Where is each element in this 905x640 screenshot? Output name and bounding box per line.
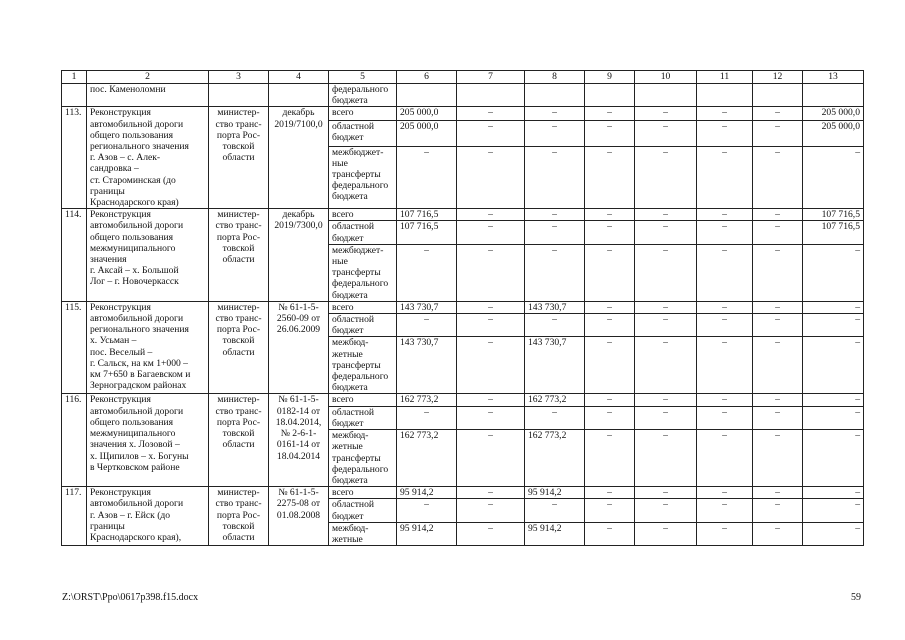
value-col-11: –	[697, 487, 753, 499]
value-col-13: –	[803, 146, 864, 209]
item-name: Реконструкция автомобильной дороги общего пользования межмуниципального значения г. Аксай – х. Большой Лог – г. Новочеркасск	[87, 209, 209, 302]
value-col-9: –	[585, 107, 635, 120]
value-col-11: –	[697, 107, 753, 120]
value-col-6: 205 000,0	[397, 107, 457, 120]
cont-value-cell	[635, 84, 697, 107]
value-col-10: –	[635, 244, 697, 301]
value-col-8: 95 914,2	[525, 487, 585, 499]
value-col-6: –	[397, 146, 457, 209]
column-number-6: 6	[397, 71, 457, 84]
funding-source: областной бюджет	[329, 221, 397, 244]
value-col-8: –	[525, 406, 585, 429]
value-col-6: 162 773,2	[397, 430, 457, 487]
value-col-13: –	[803, 430, 864, 487]
column-number-9: 9	[585, 71, 635, 84]
value-col-11: –	[697, 146, 753, 209]
value-col-8: –	[525, 314, 585, 337]
value-col-13: –	[803, 244, 864, 301]
value-col-11: –	[697, 221, 753, 244]
value-col-9: –	[585, 487, 635, 499]
value-col-11: –	[697, 209, 753, 221]
value-col-12: –	[753, 337, 803, 394]
cont-value-cell	[457, 84, 525, 107]
value-col-6: 162 773,2	[397, 394, 457, 406]
value-col-8: 95 914,2	[525, 522, 585, 545]
value-col-9: –	[585, 430, 635, 487]
value-col-10: –	[635, 337, 697, 394]
value-col-10: –	[635, 406, 697, 429]
value-col-12: –	[753, 406, 803, 429]
cont-num-cell	[62, 84, 87, 107]
column-number-11: 11	[697, 71, 753, 84]
value-col-9: –	[585, 499, 635, 522]
item-name: Реконструкция автомобильной дороги общего пользования межмуниципального значения х. Лозовой – х. Щипилов – х. Богуны в Чертковском районе	[87, 394, 209, 487]
value-col-13: 107 716,5	[803, 221, 864, 244]
value-col-7: –	[457, 487, 525, 499]
value-col-13: –	[803, 301, 864, 313]
value-col-6: 205 000,0	[397, 120, 457, 146]
value-col-8: 143 730,7	[525, 337, 585, 394]
item-deadline: № 61-1-5- 0182-14 от 18.04.2014, № 2-6-1- 0161-14 от 18.04.2014	[269, 394, 329, 487]
value-col-9: –	[585, 244, 635, 301]
value-col-8: 162 773,2	[525, 430, 585, 487]
table-row	[62, 487, 864, 499]
value-col-8: –	[525, 209, 585, 221]
value-col-9: –	[585, 221, 635, 244]
value-col-11: –	[697, 522, 753, 545]
funding-source: межбюджет- ные трансферты федерального бюджета	[329, 244, 397, 301]
value-col-7: –	[457, 301, 525, 313]
value-col-6: 95 914,2	[397, 487, 457, 499]
value-col-9: –	[585, 394, 635, 406]
item-deadline: декабрь 2019/7300,0	[269, 209, 329, 302]
value-col-12: –	[753, 221, 803, 244]
funding-source: областной бюджет	[329, 314, 397, 337]
value-col-9: –	[585, 314, 635, 337]
value-col-13: 205 000,0	[803, 120, 864, 146]
budget-table	[61, 70, 864, 546]
table-row	[62, 107, 864, 120]
cont-term-cell	[269, 84, 329, 107]
value-col-6: 143 730,7	[397, 301, 457, 313]
cont-value-cell	[803, 84, 864, 107]
value-col-12: –	[753, 394, 803, 406]
column-number-2: 2	[87, 71, 209, 84]
value-col-7: –	[457, 522, 525, 545]
column-number-1: 1	[62, 71, 87, 84]
value-col-13: –	[803, 499, 864, 522]
value-col-9: –	[585, 301, 635, 313]
value-col-12: –	[753, 107, 803, 120]
value-col-9: –	[585, 522, 635, 545]
value-col-13: –	[803, 406, 864, 429]
column-number-8: 8	[525, 71, 585, 84]
value-col-10: –	[635, 487, 697, 499]
value-col-11: –	[697, 430, 753, 487]
value-col-13: –	[803, 522, 864, 545]
item-executor: министер- ство транс- порта Рос- товской области	[209, 107, 269, 209]
value-col-10: –	[635, 314, 697, 337]
table-body	[62, 71, 864, 546]
value-col-12: –	[753, 209, 803, 221]
value-col-6: –	[397, 499, 457, 522]
cont-exec-cell	[209, 84, 269, 107]
value-col-7: –	[457, 314, 525, 337]
value-col-7: –	[457, 107, 525, 120]
value-col-11: –	[697, 120, 753, 146]
item-name: Реконструкция автомобильной дороги регионального значения х. Усьман – пос. Веселый – г. Сальск, на км 1+000 – км 7+650 в Багаевском и Зерноградском районах	[87, 301, 209, 394]
table-row	[62, 209, 864, 221]
value-col-7: –	[457, 244, 525, 301]
column-number-7: 7	[457, 71, 525, 84]
value-col-10: –	[635, 209, 697, 221]
column-number-3: 3	[209, 71, 269, 84]
value-col-13: –	[803, 394, 864, 406]
value-col-11: –	[697, 337, 753, 394]
value-col-8: –	[525, 107, 585, 120]
cont-source-cell: федерального бюджета	[329, 84, 397, 107]
funding-source: межбюд- жетные трансферты федерального бюджета	[329, 337, 397, 394]
column-number-5: 5	[329, 71, 397, 84]
item-name: Реконструкция автомобильной дороги г. Азов – г. Ейск (до границы Краснодарского края),	[87, 487, 209, 546]
value-col-7: –	[457, 209, 525, 221]
value-col-10: –	[635, 522, 697, 545]
value-col-11: –	[697, 499, 753, 522]
item-executor: министер- ство транс- порта Рос- товской области	[209, 394, 269, 487]
value-col-6: –	[397, 314, 457, 337]
value-col-11: –	[697, 301, 753, 313]
value-col-11: –	[697, 394, 753, 406]
funding-source: областной бюджет	[329, 499, 397, 522]
funding-source: областной бюджет	[329, 406, 397, 429]
cont-value-cell	[585, 84, 635, 107]
value-col-9: –	[585, 146, 635, 209]
value-col-11: –	[697, 314, 753, 337]
table-row	[62, 301, 864, 313]
value-col-13: –	[803, 487, 864, 499]
value-col-7: –	[457, 120, 525, 146]
value-col-7: –	[457, 337, 525, 394]
value-col-8: –	[525, 244, 585, 301]
cont-name-cell: пос. Каменоломни	[87, 84, 209, 107]
value-col-7: –	[457, 406, 525, 429]
column-number-12: 12	[753, 71, 803, 84]
item-deadline: № 61-1-5- 2560-09 от 26.06.2009	[269, 301, 329, 394]
value-col-6: 107 716,5	[397, 221, 457, 244]
value-col-6: 107 716,5	[397, 209, 457, 221]
column-number-4: 4	[269, 71, 329, 84]
value-col-12: –	[753, 146, 803, 209]
value-col-10: –	[635, 430, 697, 487]
funding-source: областной бюджет	[329, 120, 397, 146]
cont-value-cell	[697, 84, 753, 107]
value-col-10: –	[635, 301, 697, 313]
table-row	[62, 394, 864, 406]
value-col-9: –	[585, 337, 635, 394]
item-number: 115.	[62, 301, 87, 394]
funding-source: всего	[329, 394, 397, 406]
item-deadline: № 61-1-5- 2275-08 от 01.08.2008	[269, 487, 329, 546]
funding-source: всего	[329, 209, 397, 221]
footer-file-path: Z:\ORST\Ppo\0617p398.f15.docx	[62, 592, 199, 603]
column-number-10: 10	[635, 71, 697, 84]
funding-source: межбюджет- ные трансферты федерального бюджета	[329, 146, 397, 209]
footer-page-number: 59	[851, 592, 861, 603]
column-number-13: 13	[803, 71, 864, 84]
value-col-12: –	[753, 120, 803, 146]
value-col-10: –	[635, 394, 697, 406]
value-col-7: –	[457, 430, 525, 487]
funding-source: всего	[329, 301, 397, 313]
value-col-11: –	[697, 244, 753, 301]
value-col-10: –	[635, 221, 697, 244]
value-col-9: –	[585, 209, 635, 221]
item-deadline: декабрь 2019/7100,0	[269, 107, 329, 209]
continuation-row	[62, 84, 864, 107]
funding-source: всего	[329, 107, 397, 120]
cont-value-cell	[525, 84, 585, 107]
column-number-row	[62, 71, 864, 84]
item-executor: министер- ство транс- порта Рос- товской области	[209, 209, 269, 302]
value-col-12: –	[753, 314, 803, 337]
value-col-8: –	[525, 120, 585, 146]
cont-value-cell	[753, 84, 803, 107]
item-executor: министер- ство транс- порта Рос- товской области	[209, 301, 269, 394]
value-col-12: –	[753, 522, 803, 545]
value-col-13: 107 716,5	[803, 209, 864, 221]
item-executor: министер- ство транс- порта Рос- товской области	[209, 487, 269, 546]
item-name: Реконструкция автомобильной дороги общего пользования регионального значения г. Азов – с. Алек- сандровка – ст. Староминская (до границы Краснодарского края)	[87, 107, 209, 209]
funding-source: межбюд- жетные трансферты федерального бюджета	[329, 430, 397, 487]
value-col-7: –	[457, 146, 525, 209]
value-col-12: –	[753, 244, 803, 301]
value-col-10: –	[635, 120, 697, 146]
value-col-12: –	[753, 487, 803, 499]
value-col-8: 143 730,7	[525, 301, 585, 313]
value-col-9: –	[585, 406, 635, 429]
value-col-9: –	[585, 120, 635, 146]
value-col-6: 95 914,2	[397, 522, 457, 545]
item-number: 113.	[62, 107, 87, 209]
value-col-10: –	[635, 499, 697, 522]
value-col-13: –	[803, 314, 864, 337]
value-col-8: –	[525, 221, 585, 244]
item-number: 117.	[62, 487, 87, 546]
value-col-7: –	[457, 221, 525, 244]
value-col-8: 162 773,2	[525, 394, 585, 406]
value-col-12: –	[753, 301, 803, 313]
value-col-8: –	[525, 499, 585, 522]
value-col-7: –	[457, 499, 525, 522]
value-col-7: –	[457, 394, 525, 406]
value-col-13: 205 000,0	[803, 107, 864, 120]
item-number: 116.	[62, 394, 87, 487]
value-col-6: –	[397, 244, 457, 301]
value-col-12: –	[753, 499, 803, 522]
value-col-10: –	[635, 107, 697, 120]
value-col-6: –	[397, 406, 457, 429]
value-col-13: –	[803, 337, 864, 394]
funding-source: межбюд- жетные	[329, 522, 397, 545]
value-col-11: –	[697, 406, 753, 429]
value-col-12: –	[753, 430, 803, 487]
value-col-6: 143 730,7	[397, 337, 457, 394]
cont-value-cell	[397, 84, 457, 107]
funding-source: всего	[329, 487, 397, 499]
item-number: 114.	[62, 209, 87, 302]
value-col-10: –	[635, 146, 697, 209]
value-col-8: –	[525, 146, 585, 209]
